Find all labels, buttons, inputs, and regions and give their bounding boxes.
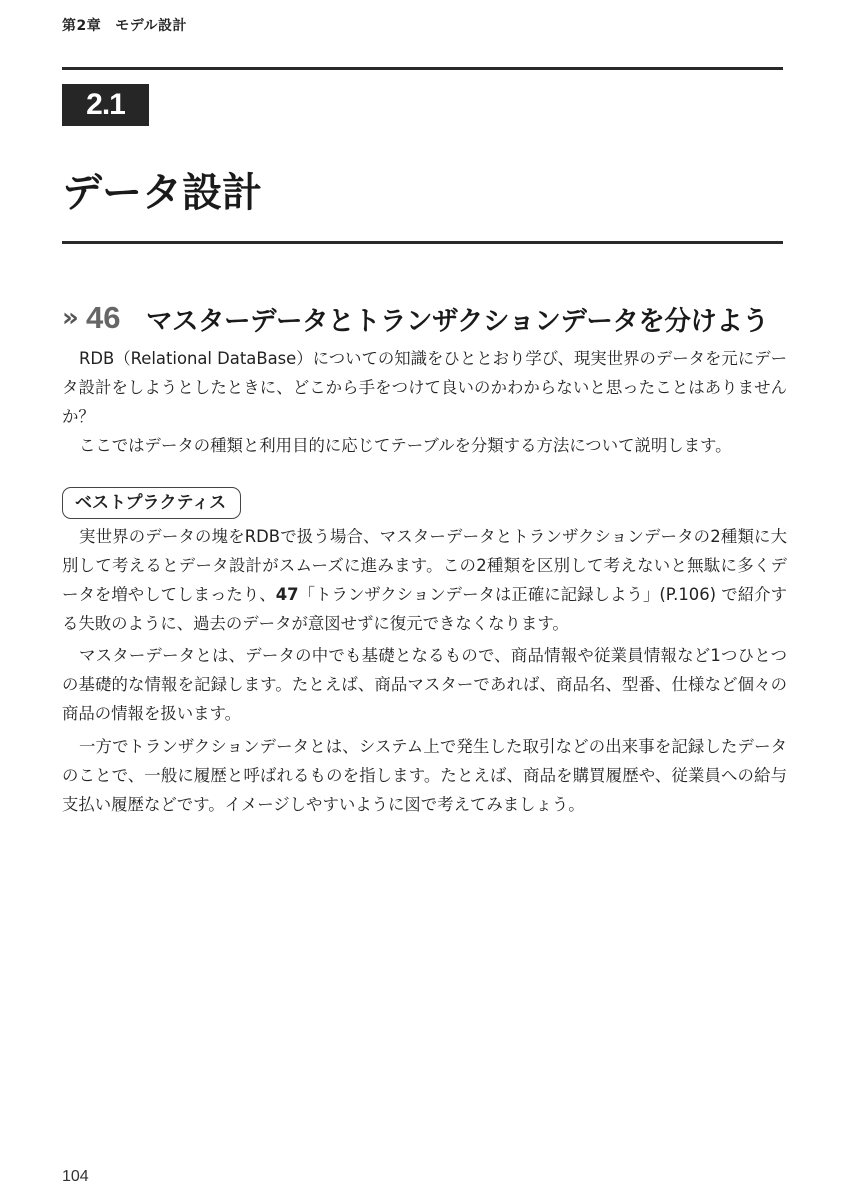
chapter-title: モデル設計 — [115, 18, 188, 34]
chapter-number: 第2章 — [62, 18, 102, 34]
page-number: 104 — [62, 1168, 89, 1185]
bp-p1-text-before: 実世界のデータの塊をRDBで扱う場合、マスターデータとトランザクションデータの2種類に大別して考えるとデータ設計がスムーズに進みます。この2種類を区別して考えないと無駄に多くデータを増やしてしまったり、 — [62, 527, 787, 604]
best-practice-paragraph-3: 一方でトランザクションデータとは、システム上で発生した取引などの出来事を記録したデータのことで、一般に履歴と呼ばれるものを指します。たとえば、商品を購買履歴や、従業員への給与支払い履歴などです。イメージしやすいように図で考えてみましょう。 — [62, 737, 787, 814]
section-number-box: 2.1 — [62, 84, 149, 126]
section-bottom-rule — [62, 241, 783, 244]
best-practice-paragraph-2: マスターデータとは、データの中でも基礎となるもので、商品情報や従業員情報など1つひとつの基礎的な情報を記録します。たとえば、商品マスターであれば、商品名、型番、仕様など個々の商品の情報を扱います。 — [62, 646, 787, 723]
intro-paragraph-1: RDB（Relational DataBase）についての知識をひととおり学び、現実世界のデータを元にデータ設計をしようとしたときに、どこから手をつけて良いのかわからないと思ったことはありませんか？ — [62, 349, 787, 426]
intro-paragraph-2: ここではデータの種類と利用目的に応じてテーブルを分類する方法について説明します。 — [79, 436, 732, 455]
section-title: データ設計 — [62, 170, 262, 216]
cross-reference-number: 47 — [275, 585, 299, 604]
item-number: 46 — [86, 300, 121, 335]
double-chevron-icon: » — [62, 303, 71, 333]
item-heading — [62, 296, 768, 340]
item-title: マスターデータとトランザクションデータを分けよう — [146, 305, 769, 337]
running-header — [62, 15, 187, 35]
bp-p1-text-after: 「トランザクションデータは正確に記録しよう」(P.106) で紹介する失敗のように、過去のデータが意図せずに復元できなくなります。 — [62, 585, 787, 633]
section-top-rule — [62, 67, 783, 70]
best-practice-paragraph-1 — [62, 522, 787, 638]
best-practice-label: ベストプラクティス — [62, 487, 241, 519]
